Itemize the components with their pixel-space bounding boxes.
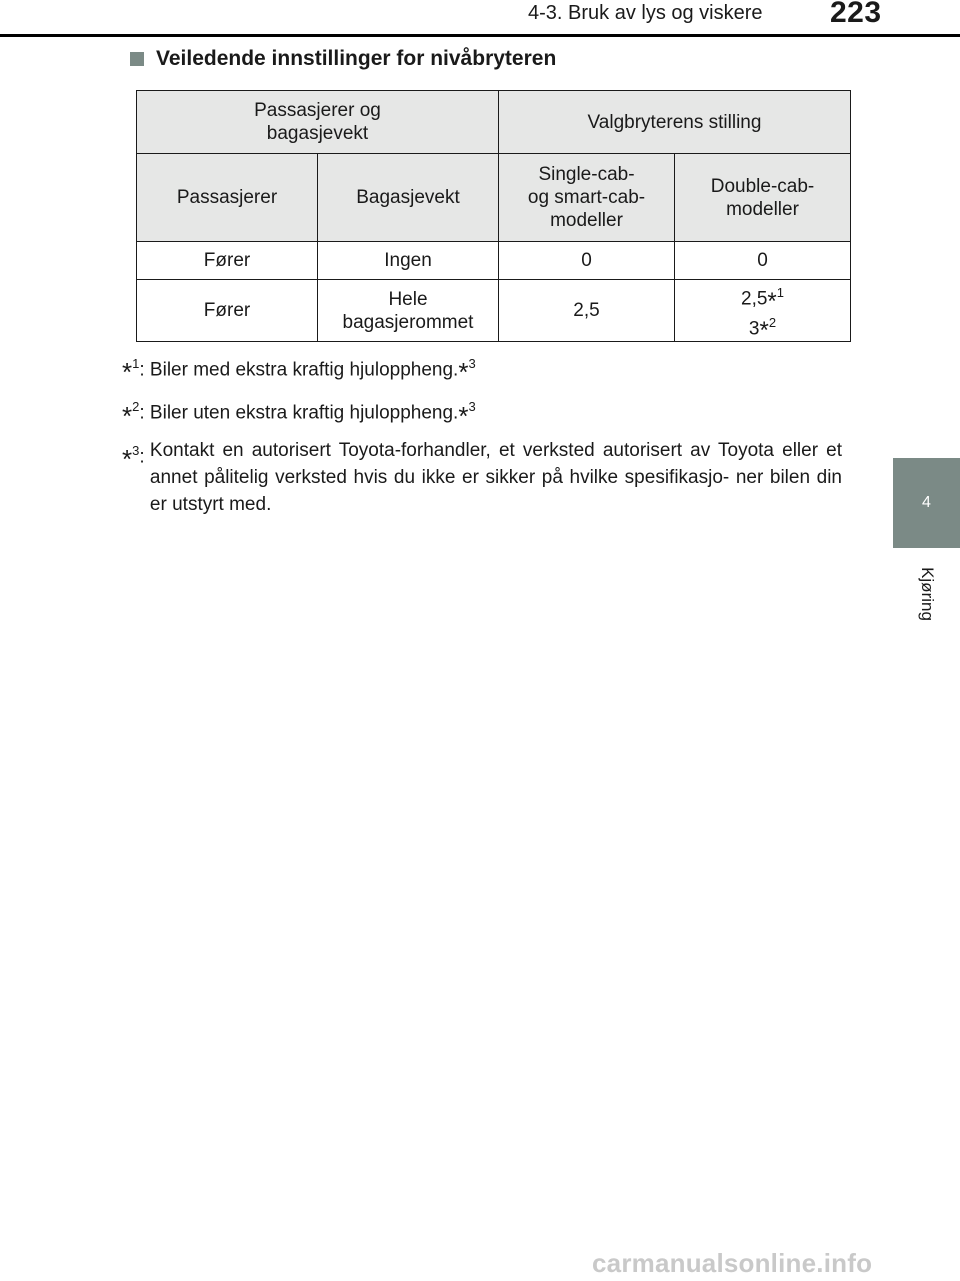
cell-line (681, 281, 844, 315)
square-bullet-icon (130, 52, 144, 66)
chapter-label (893, 562, 960, 626)
subheader-line: Bagasjevekt (356, 187, 460, 208)
subheader-double-cab (675, 154, 851, 242)
subheader-line: og smart-cab- (527, 187, 646, 208)
cell-luggage: Ingen (318, 242, 499, 280)
cell-single-cab: 2,5 (499, 280, 675, 342)
footnote-ref[interactable]: 2 (768, 314, 777, 330)
footnote-item (122, 350, 842, 388)
footnote-text (149, 393, 476, 431)
cell-luggage (318, 280, 499, 342)
cell-line: bagasjerommet (342, 311, 474, 333)
cell-double-cab: 0 (675, 242, 851, 280)
subheader-line: modeller (726, 198, 799, 220)
footnote-item (122, 393, 842, 431)
asterisk-icon: * (122, 443, 133, 474)
cell-single-cab: 0 (499, 242, 675, 280)
footnote-number: 1 (132, 356, 140, 371)
cell-line (681, 311, 844, 344)
table-header-row (137, 91, 851, 154)
footnote-mark: *$^2$: (122, 399, 150, 431)
value: 3 (748, 317, 760, 339)
footnote-item (122, 437, 842, 518)
section-heading (130, 47, 556, 71)
subheader-passengers (137, 154, 318, 242)
header-switch-position: Valgbryterens stilling (499, 91, 851, 154)
cell-double-cab (675, 280, 851, 342)
cell-passengers: Fører (137, 242, 318, 280)
asterisk-icon: * (767, 287, 777, 315)
value: 2,5 (741, 288, 768, 310)
footnote-text: Kontakt en autorisert Toyota-forhandler, et verksted autorisert av Toyota eller et annet pålitelig verksted hvis du ikke er sikker på hvilke spesifikasjo- ner bilen din er utstyrt med. (149, 439, 842, 515)
asterisk-icon: * (759, 316, 769, 344)
footnote-mark: *$^3$: (122, 442, 150, 474)
asterisk-icon: * (122, 400, 133, 431)
section-heading-text: Veiledende innstillinger for nivåbryteren (156, 47, 557, 70)
footnote-ref[interactable]: 3 (468, 356, 476, 371)
page-number: 223 (830, 0, 882, 29)
subheader-line: Single-cab- (538, 164, 635, 185)
subheader-line: Double-cab- (710, 175, 815, 197)
table-subheader-row (137, 154, 851, 242)
chapter-label-text: Kjøring (917, 567, 937, 621)
footnote-text (149, 350, 476, 388)
cell-passengers: Fører (137, 280, 318, 342)
subheader-line: modeller (550, 210, 623, 231)
level-switch-table (136, 90, 851, 342)
cell-line: Hele (388, 288, 428, 310)
footnote-mark: *$^1$: (122, 356, 150, 388)
chapter-tab[interactable] (893, 458, 960, 548)
chapter-number: 4 (922, 494, 931, 511)
footnote-body: Biler uten ekstra kraftig hjuloppheng. (149, 402, 459, 424)
footnote-ref[interactable]: 3 (468, 399, 476, 415)
subheader-luggage (318, 154, 499, 242)
footnote-ref[interactable]: 1 (776, 285, 784, 301)
table-row (137, 280, 851, 342)
header-cell-text: Passasjerer og bagasjevekt (254, 100, 381, 144)
subheader-single-cab (499, 154, 675, 242)
table-row (137, 242, 851, 280)
footnote-body: Biler med ekstra kraftig hjuloppheng. (149, 359, 459, 381)
footnotes (122, 350, 842, 528)
header-passengers-luggage (137, 91, 499, 154)
watermark: carmanualsonline.info (592, 1248, 873, 1278)
asterisk-icon: * (458, 400, 469, 431)
running-header-section: 4-3. Bruk av lys og viskere (528, 2, 763, 24)
footnote-number: 2 (132, 399, 140, 415)
header-divider (0, 34, 960, 37)
asterisk-icon: * (458, 357, 469, 388)
footnote-number: 3 (132, 442, 140, 458)
subheader-line: Passasjerer (176, 187, 278, 208)
asterisk-icon: * (122, 357, 133, 388)
